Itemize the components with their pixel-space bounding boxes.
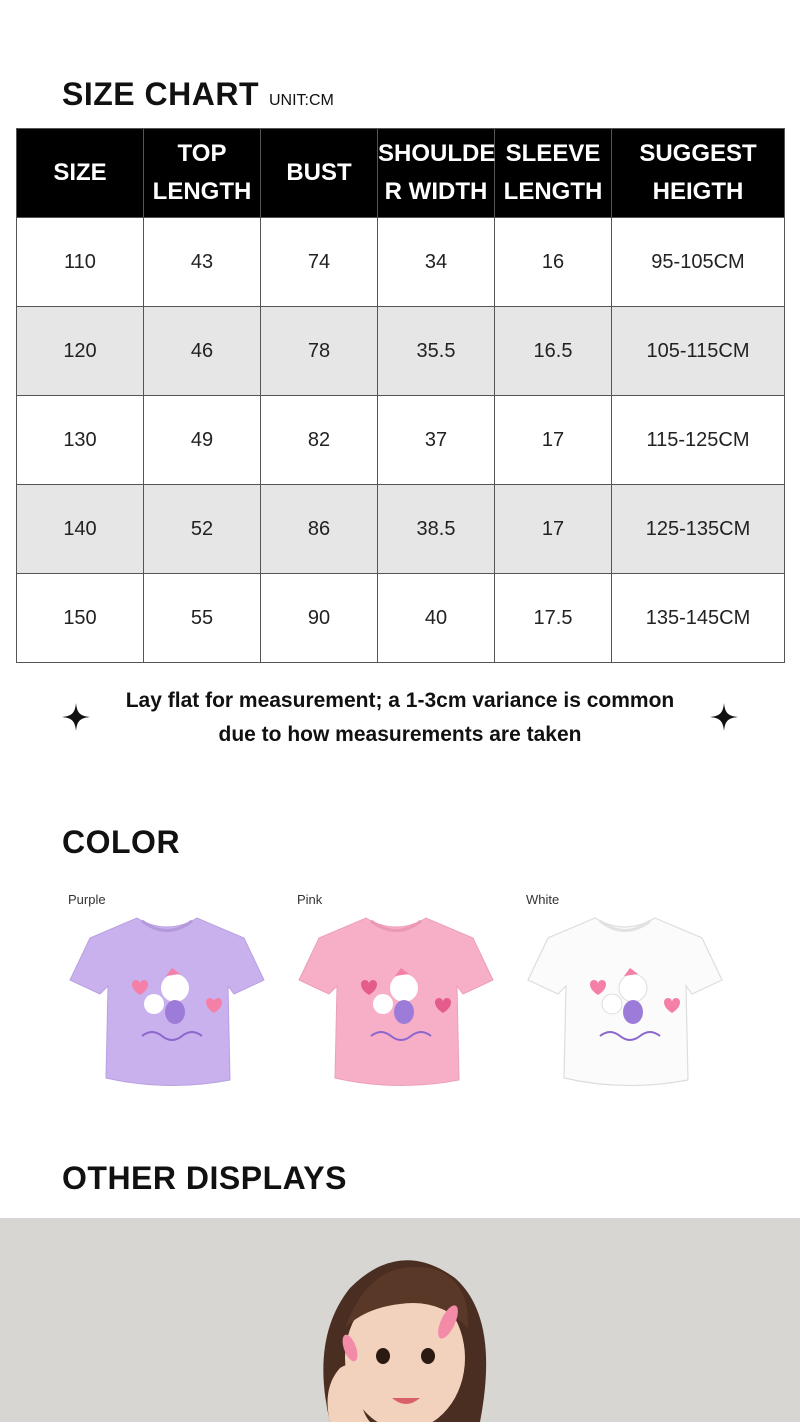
cell-sleeve-length: 17: [495, 396, 612, 485]
cell-top-length: 55: [144, 574, 261, 663]
pink-tshirt-icon: [291, 910, 501, 1090]
cell-size: 130: [17, 396, 144, 485]
measurement-note-line2: due to how measurements are taken: [218, 723, 582, 746]
cell-top-length: 52: [144, 485, 261, 574]
header-top-length: [144, 129, 261, 218]
header-top-length-line1: TOP: [177, 140, 227, 167]
cell-bust: 90: [261, 574, 378, 663]
measurement-note: [100, 684, 700, 752]
header-bust: [261, 129, 378, 218]
color-title: COLOR: [62, 824, 181, 860]
cell-suggest-height: 135-145CM: [612, 574, 785, 663]
table-row: [17, 485, 785, 574]
cell-shoulder-width: 34: [378, 218, 495, 307]
cell-size: 120: [17, 307, 144, 396]
header-shoulder-width: [378, 129, 495, 218]
cell-top-length: 46: [144, 307, 261, 396]
header-size-label: SIZE: [53, 159, 107, 186]
size-chart-title-text: SIZE CHART: [62, 76, 259, 112]
header-sleeve-length-line2: LENGTH: [503, 178, 603, 205]
purple-tshirt-icon: [62, 910, 272, 1090]
color-label-purple: Purple: [68, 892, 106, 907]
header-suggest-height-line1: SUGGEST: [639, 140, 757, 167]
header-bust-label: BUST: [286, 159, 352, 186]
cell-sleeve-length: 16: [495, 218, 612, 307]
color-swatch-purple[interactable]: [62, 892, 272, 1092]
table-row: [17, 307, 785, 396]
cell-size: 140: [17, 485, 144, 574]
unit-label: UNIT:CM: [269, 92, 334, 109]
header-top-length-line2: LENGTH: [152, 178, 252, 205]
table-row: [17, 574, 785, 663]
header-shoulder-width-line1: SHOULDE: [378, 140, 496, 167]
cell-shoulder-width: 37: [378, 396, 495, 485]
size-chart-title: [62, 76, 334, 113]
size-chart-table: [16, 128, 785, 663]
header-shoulder-width-line2: R WIDTH: [384, 178, 488, 205]
cell-suggest-height: 125-135CM: [612, 485, 785, 574]
color-swatch-pink[interactable]: [291, 892, 501, 1092]
cell-bust: 82: [261, 396, 378, 485]
color-label-pink: Pink: [297, 892, 323, 907]
header-size: [17, 129, 144, 218]
measurement-note-line1: Lay flat for measurement; a 1-3cm variance is common: [125, 689, 675, 712]
color-label-white: White: [526, 892, 560, 907]
cell-sleeve-length: 17.5: [495, 574, 612, 663]
header-suggest-height-line2: HEIGTH: [652, 178, 744, 205]
header-sleeve-length-line1: SLEEVE: [505, 140, 601, 167]
cell-size: 110: [17, 218, 144, 307]
other-displays-title: OTHER DISPLAYS: [62, 1160, 347, 1196]
girl-photo-illustration: [0, 1218, 800, 1422]
white-tshirt-icon: [520, 910, 730, 1090]
cell-bust: 78: [261, 307, 378, 396]
display-photo: [0, 1218, 800, 1422]
cell-suggest-height: 105-115CM: [612, 307, 785, 396]
table-row: [17, 218, 785, 307]
cell-sleeve-length: 16.5: [495, 307, 612, 396]
table-row: [17, 396, 785, 485]
cell-top-length: 43: [144, 218, 261, 307]
cell-bust: 86: [261, 485, 378, 574]
sparkle-icon: [61, 702, 91, 732]
cell-bust: 74: [261, 218, 378, 307]
color-swatch-white[interactable]: [520, 892, 730, 1092]
cell-shoulder-width: 38.5: [378, 485, 495, 574]
cell-suggest-height: 115-125CM: [612, 396, 785, 485]
header-suggest-height: [612, 129, 785, 218]
size-chart-header-row: [17, 129, 785, 218]
cell-shoulder-width: 40: [378, 574, 495, 663]
cell-size: 150: [17, 574, 144, 663]
cell-top-length: 49: [144, 396, 261, 485]
header-sleeve-length: [495, 129, 612, 218]
cell-suggest-height: 95-105CM: [612, 218, 785, 307]
cell-sleeve-length: 17: [495, 485, 612, 574]
sparkle-icon: [709, 702, 739, 732]
cell-shoulder-width: 35.5: [378, 307, 495, 396]
